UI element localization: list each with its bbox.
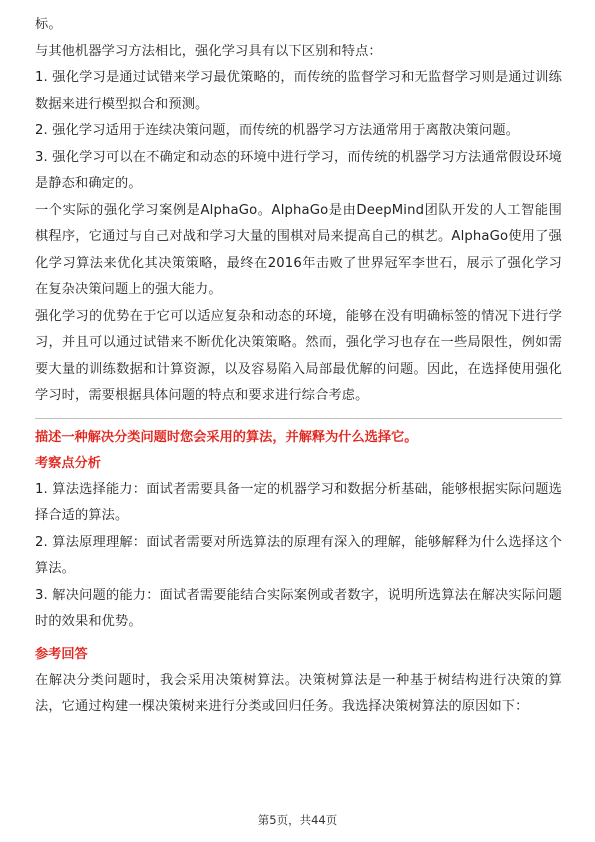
reference-paragraph: 在解决分类问题时，我会采用决策树算法。决策树算法是一种基于树结构进行决策的算法，它通过构建一棵决策树来进行分类或回归任务。我选择决策树算法的原因如下：	[35, 672, 562, 714]
analysis-heading: 考察点分析	[35, 455, 101, 471]
paragraph-alphago: 一个实际的强化学习案例是AlphaGo。AlphaGo是由DeepMind团队开发的人工智能围棋程序，它通过与自己对战和学习大量的围棋对局来提高自己的棋艺。AlphaGo使用了强化学习算法来优化其决策策略，最终在2016年击败了世界冠军李世石，展示了强化学习在复杂决策问题上的强大能力。	[35, 202, 562, 297]
page-number-footer: 第5页，共44页	[257, 813, 338, 827]
question-title: 描述一种解决分类问题时您会采用的算法，并解释为什么选择它。	[35, 429, 418, 445]
paragraph-continuation: 标。	[35, 17, 62, 32]
analysis-item-1: 1. 算法选择能力：面试者需要具备一定的机器学习和数据分析基础，能够根据实际问题选择合适的算法。	[35, 481, 562, 523]
reference-heading: 参考回答	[35, 646, 88, 662]
analysis-item-2: 2. 算法原理理解：面试者需要对所选算法的原理有深入的理解，能够解释为什么选择这个算法。	[35, 534, 562, 576]
document-page	[35, 12, 562, 721]
section-divider	[35, 418, 562, 419]
intro-block	[35, 12, 562, 410]
analysis-list	[35, 477, 562, 636]
paragraph-comparison-intro: 与其他机器学习方法相比，强化学习具有以下区别和特点：	[35, 43, 382, 59]
paragraph-advantages: 强化学习的优势在于它可以适应复杂和动态的环境，能够在没有明确标签的情况下进行学习，并且可以通过试错来不断优化决策策略。然而，强化学习也存在一些局限性，例如需要大量的训练数据和计算资源，以及容易陷入局部最优解的问题。因此，在选择使用强化学习时，需要根据具体问题的特点和要求进行综合考虑。	[35, 308, 562, 403]
analysis-item-3: 3. 解决问题的能力：面试者需要能结合实际案例或者数字，说明所选算法在解决实际问题时的效果和优势。	[35, 587, 562, 629]
list-item-3: 3. 强化学习可以在不确定和动态的环境中进行学习，而传统的机器学习方法通常假设环境是静态和确定的。	[35, 149, 562, 191]
list-item-1: 1. 强化学习是通过试错来学习最优策略的，而传统的监督学习和无监督学习则是通过训练数据来进行模型拟合和预测。	[35, 70, 562, 112]
list-item-2: 2. 强化学习适用于连续决策问题，而传统的机器学习方法通常用于离散决策问题。	[35, 123, 520, 138]
